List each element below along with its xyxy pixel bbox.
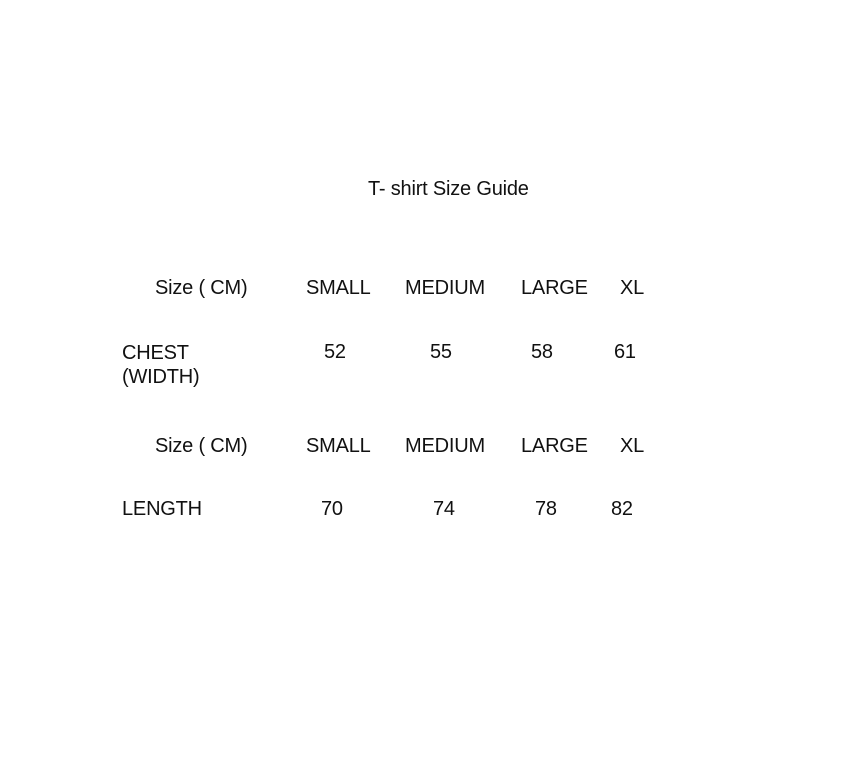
- size-header-small: SMALL: [306, 435, 371, 457]
- page-title: T- shirt Size Guide: [368, 178, 529, 200]
- size-header-large: LARGE: [521, 277, 588, 299]
- chest-value-xl: 61: [614, 341, 636, 363]
- chest-label-line1: CHEST: [122, 342, 189, 364]
- chest-row-label: [122, 341, 242, 389]
- size-header-small: SMALL: [306, 277, 371, 299]
- size-header-label: Size ( CM): [155, 435, 248, 457]
- size-header-medium: MEDIUM: [405, 277, 485, 299]
- length-row-label: LENGTH: [122, 498, 202, 520]
- chest-value-large: 58: [531, 341, 553, 363]
- size-header-label: Size ( CM): [155, 277, 248, 299]
- size-header-medium: MEDIUM: [405, 435, 485, 457]
- length-value-large: 78: [535, 498, 557, 520]
- chest-label-line2: (WIDTH): [122, 366, 200, 388]
- length-value-medium: 74: [433, 498, 455, 520]
- length-value-small: 70: [321, 498, 343, 520]
- size-header-xl: XL: [620, 277, 645, 299]
- length-value-xl: 82: [611, 498, 633, 520]
- size-header-xl: XL: [620, 435, 645, 457]
- size-header-large: LARGE: [521, 435, 588, 457]
- chest-value-small: 52: [324, 341, 346, 363]
- chest-value-medium: 55: [430, 341, 452, 363]
